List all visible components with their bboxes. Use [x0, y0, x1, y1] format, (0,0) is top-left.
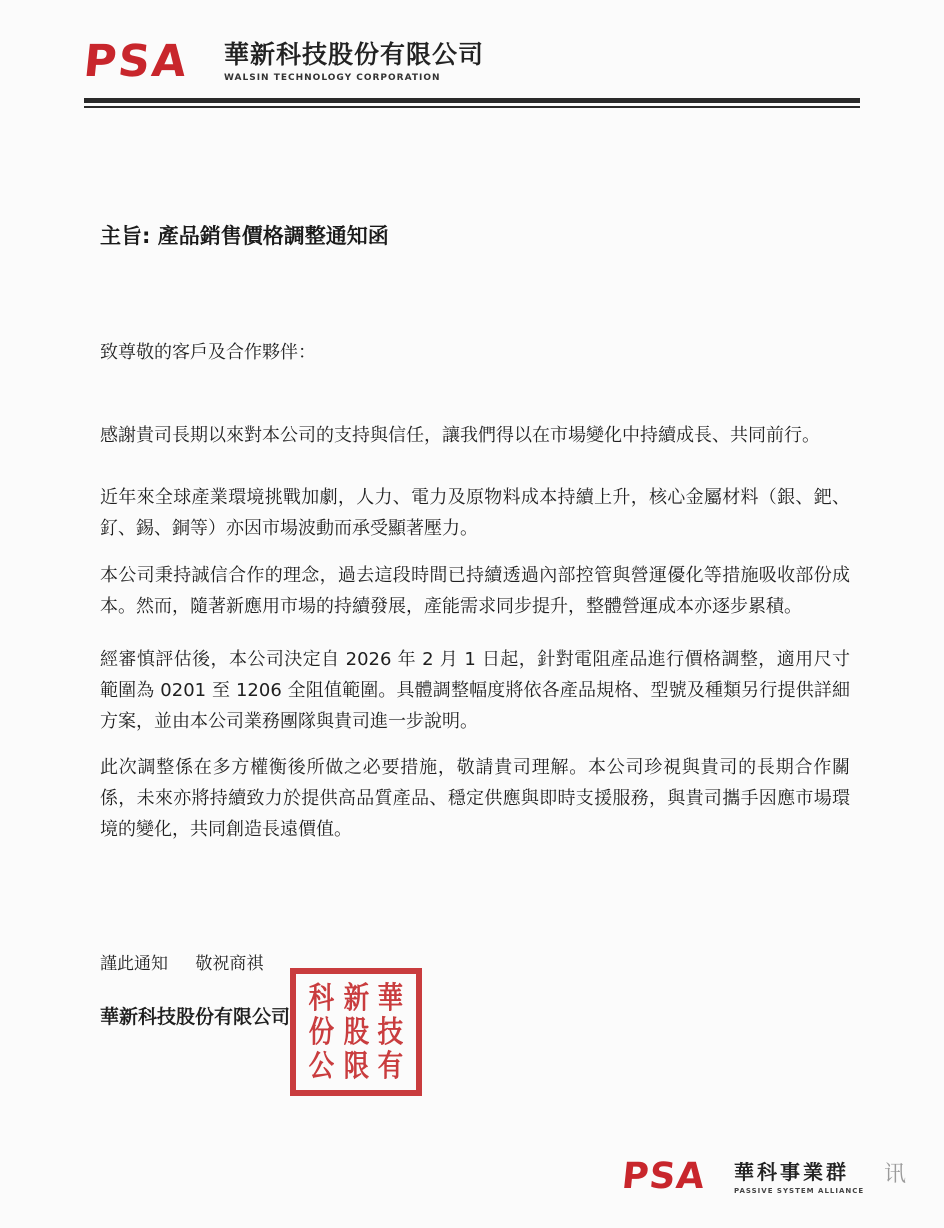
seal-char: 份 [308, 1015, 335, 1050]
letter-salutation: 致尊敬的客戶及合作夥伴： [100, 342, 316, 363]
footer-watermark: 讯 [884, 1162, 907, 1187]
seal-char: 有 [377, 1049, 404, 1084]
letterhead [81, 36, 864, 116]
letter-closing: 謹此通知 敬祝商祺 [100, 954, 264, 974]
seal-characters [304, 982, 408, 1082]
footer-brand [619, 1156, 922, 1208]
seal-char: 科 [308, 981, 335, 1016]
seal-char: 新 [343, 981, 369, 1016]
paragraph-1: 感謝貴司長期以來對本公司的支持與信任，讓我們得以在市場變化中持續成長、共同前行。 [100, 425, 820, 446]
paragraph-3: 本公司秉持誠信合作的理念，過去這段時間已持續透過內部控管與營運優化等措施吸收部份成本。然而，隨著新應用市場的持續發展，產能需求同步提升，整體營運成本亦逐步累積。 [100, 565, 850, 617]
paragraph-5: 此次調整係在多方權衡後所做之必要措施，敬請貴司理解。本公司珍視與貴司的長期合作關係，未來亦將持續致力於提供高品質產品、穩定供應與即時支援服務，與貴司攜手因應市場環境的變化，共同創造長遠價值。 [100, 757, 850, 840]
company-name-en: WALSIN TECHNOLOGY CORPORATION [224, 73, 441, 83]
company-name-cn: 華新科技股份有限公司 [224, 40, 485, 69]
seal-char: 華 [377, 981, 404, 1016]
header-rule-thin [84, 106, 860, 108]
footer-group-name-cn: 華科事業群 [734, 1160, 849, 1184]
footer-group-name-en: PASSIVE SYSTEM ALLIANCE [734, 1187, 865, 1195]
footer-psa-logo: PSA [619, 1156, 708, 1197]
seal-char: 技 [377, 1015, 404, 1050]
psa-logo: PSA [81, 36, 191, 87]
company-seal [290, 968, 422, 1096]
letter-signatory: 華新科技股份有限公司 [100, 1006, 291, 1028]
seal-char: 股 [343, 1015, 369, 1050]
paragraph-4: 經審慎評估後，本公司決定自 2026 年 2 月 1 日起，針對電阻產品進行價格調整，適用尺寸範圍為 0201 至 1206 全阻值範圍。具體調整幅度將依各產品規格、型號及種類另行提供詳細方案，並由本公司業務團隊與貴司進一步說明。 [100, 649, 850, 732]
paragraph-2: 近年來全球產業環境挑戰加劇，人力、電力及原物料成本持續上升，核心金屬材料（銀、鈀、釕、錫、銅等）亦因市場波動而承受顯著壓力。 [100, 487, 850, 539]
seal-char: 限 [343, 1049, 369, 1084]
letter-subject: 主旨: 產品銷售價格調整通知函 [100, 224, 389, 248]
seal-char: 公 [308, 1049, 335, 1084]
header-rule-thick [84, 98, 860, 103]
